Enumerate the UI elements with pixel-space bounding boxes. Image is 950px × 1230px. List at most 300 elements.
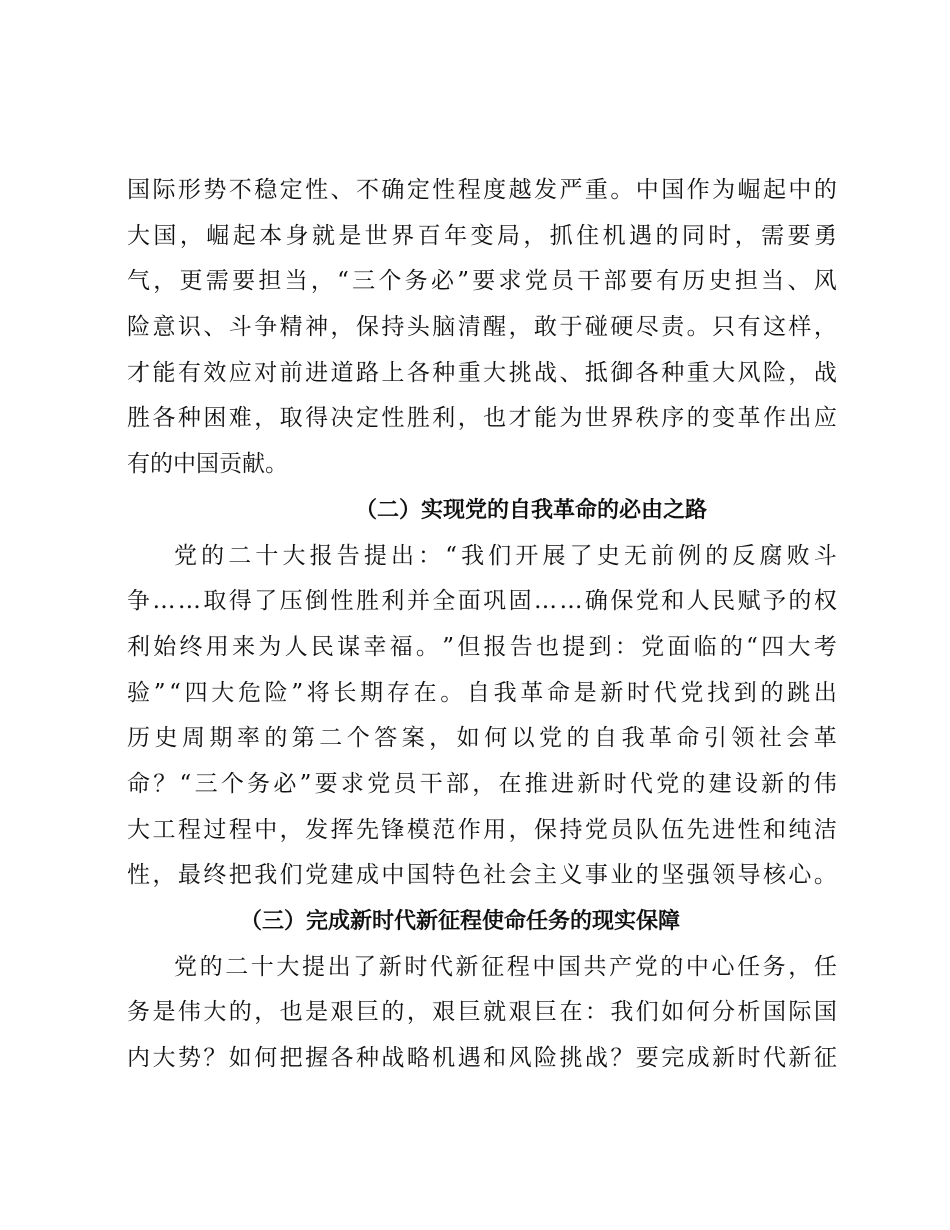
- text-char: 争: [254, 314, 278, 341]
- text-char: 遇: [457, 1045, 481, 1072]
- text-char: ”: [457, 268, 469, 295]
- text-char: 把: [279, 1045, 303, 1072]
- text-char: …: [534, 588, 557, 615]
- text-char: 领: [731, 725, 755, 752]
- text-char: 有: [737, 314, 761, 341]
- text-char: 推: [524, 770, 548, 797]
- text-char: ：: [418, 542, 442, 569]
- text-char: 干: [577, 268, 601, 295]
- text-char: 锋: [381, 816, 405, 843]
- text-char: 不: [228, 177, 252, 203]
- text-char: ”: [291, 679, 304, 706]
- text-char: 以: [511, 725, 535, 752]
- text-char: 是: [305, 999, 329, 1026]
- text-char: 性: [127, 862, 150, 889]
- paragraph-1-line-3: [127, 259, 837, 305]
- text-char: 大: [712, 359, 736, 386]
- text-char: 展: [542, 542, 566, 569]
- text-char: ，: [279, 816, 303, 843]
- text-char: ？: [203, 1045, 227, 1072]
- text-char: 的: [201, 542, 225, 569]
- text-char: 国: [127, 177, 150, 203]
- text-char: 终: [179, 633, 203, 660]
- text-char: 史: [596, 542, 620, 569]
- text-char: 期: [360, 679, 384, 706]
- text-char: 也: [279, 999, 303, 1026]
- text-char: 党: [634, 953, 658, 980]
- text-char: 当: [761, 268, 785, 295]
- text-char: 过: [203, 816, 227, 843]
- text-char: 战: [813, 359, 837, 386]
- text-char: 二: [225, 953, 249, 980]
- text-char: 有: [177, 359, 201, 386]
- text-char: 神: [305, 314, 329, 341]
- text-char: 提: [363, 542, 387, 569]
- text-char: 界: [610, 405, 634, 432]
- text-char: “: [445, 542, 458, 569]
- text-char: 无: [623, 542, 647, 569]
- text-char: …: [152, 588, 176, 615]
- text-char: 是: [338, 222, 362, 249]
- text-char: 新: [378, 953, 402, 980]
- text-char: 当: [284, 268, 308, 295]
- text-char: ，: [788, 359, 812, 386]
- text-char: 利: [127, 633, 150, 660]
- text-char: 在: [498, 770, 522, 797]
- text-char: 的: [682, 770, 706, 797]
- text-char: 际: [788, 999, 812, 1026]
- text-char: ，: [152, 862, 176, 889]
- text-char: 险: [264, 679, 288, 706]
- text-char: 新: [577, 770, 601, 797]
- text-char: 身: [285, 222, 309, 249]
- text-char: 部: [603, 268, 627, 295]
- text-char: 出: [813, 679, 837, 706]
- text-char: 世: [584, 405, 608, 432]
- text-char: 确: [381, 177, 405, 203]
- text-char: 新: [788, 1045, 812, 1072]
- section-heading-3: （三）完成新时代新征程使命任务的现实保障: [240, 908, 681, 934]
- text-char: 斗: [813, 542, 837, 569]
- text-char: 如: [228, 1045, 252, 1072]
- text-char: 时: [627, 679, 651, 706]
- text-char: 答: [374, 725, 398, 752]
- text-char: 大: [152, 1045, 176, 1072]
- text-char: 种: [177, 405, 201, 432]
- text-char: ”: [299, 770, 312, 797]
- text-char: 务: [404, 268, 428, 295]
- text-char: 要: [472, 268, 496, 295]
- text-char: 是: [573, 679, 597, 706]
- text-char: 何: [686, 999, 710, 1026]
- text-char: 能: [534, 405, 557, 432]
- text-char: 干: [419, 770, 443, 797]
- text-char: 心: [788, 862, 812, 889]
- text-char: 取: [203, 588, 227, 615]
- text-char: 革: [520, 679, 544, 706]
- text-char: 了: [569, 542, 593, 569]
- text-char: 担: [258, 268, 282, 295]
- text-char: 色: [457, 862, 481, 889]
- text-char: 的: [566, 725, 590, 752]
- text-char: 程: [457, 177, 481, 203]
- text-char: 报: [309, 542, 333, 569]
- paragraph-1-line-6: [127, 396, 837, 442]
- text-char: 效: [203, 359, 227, 386]
- text-char: 挑: [508, 359, 532, 386]
- text-char: 成: [686, 1045, 710, 1072]
- text-char: ，: [310, 268, 334, 295]
- text-char: 史: [154, 725, 178, 752]
- text-char: 决: [330, 405, 354, 432]
- text-char: 部: [445, 770, 469, 797]
- text-char: 中: [254, 816, 278, 843]
- text-char: 越: [508, 177, 532, 203]
- text-char: 国: [557, 953, 581, 980]
- text-char: 必: [273, 770, 297, 797]
- text-char: 势: [203, 177, 227, 203]
- text-char: 福: [389, 633, 413, 660]
- text-char: 各: [330, 1045, 354, 1072]
- text-char: 崛: [737, 177, 761, 203]
- text-char: 民: [310, 633, 334, 660]
- text-char: 代: [653, 679, 677, 706]
- text-char: 期: [209, 725, 233, 752]
- text-char: 如: [456, 725, 480, 752]
- text-char: 需: [761, 222, 785, 249]
- text-char: 险: [762, 359, 786, 386]
- text-char: 分: [712, 999, 736, 1026]
- text-char: 四: [761, 633, 785, 660]
- text-char: 员: [393, 770, 417, 797]
- text-char: 验: [127, 679, 150, 706]
- text-char: 第: [291, 725, 315, 752]
- text-char: 。: [440, 679, 464, 706]
- text-char: 性: [305, 177, 329, 203]
- text-char: 党: [656, 770, 680, 797]
- text-char: ，: [179, 222, 203, 249]
- paragraph-2-line-6: [127, 762, 837, 808]
- text-char: 略: [406, 1045, 430, 1072]
- text-char: 、: [559, 359, 583, 386]
- text-char: 胜: [406, 405, 430, 432]
- text-char: 求: [340, 770, 364, 797]
- text-char: 道: [330, 359, 354, 386]
- text-char: 引: [703, 725, 727, 752]
- paragraph-3-line-1: [127, 945, 837, 991]
- text-char: 才: [127, 359, 150, 386]
- text-char: 纯: [788, 816, 812, 843]
- text-char: 起: [232, 222, 256, 249]
- section-heading-2: （二）实现党的自我革命的必由之路: [355, 496, 708, 523]
- text-char: 大: [211, 679, 235, 706]
- text-char: 作: [762, 405, 786, 432]
- text-char: 就: [311, 222, 335, 249]
- text-char: 三: [352, 268, 376, 295]
- text-char: 命: [676, 725, 700, 752]
- text-char: 醒: [483, 314, 507, 341]
- text-char: 党: [584, 816, 608, 843]
- text-char: 例: [678, 542, 702, 569]
- text-char: 抵: [584, 359, 608, 386]
- text-char: 定: [355, 405, 379, 432]
- text-char: 大: [203, 999, 227, 1026]
- text-char: 出: [391, 542, 414, 569]
- text-char: 告: [509, 633, 533, 660]
- text-char: 是: [152, 999, 176, 1026]
- text-char: 遇: [629, 222, 653, 249]
- text-char: 我: [461, 542, 485, 569]
- text-char: 把: [228, 862, 252, 889]
- text-char: 坚: [661, 862, 685, 889]
- text-char: 的: [705, 542, 729, 569]
- text-char: 党: [635, 588, 659, 615]
- text-char: 世: [364, 222, 388, 249]
- text-char: 尽: [635, 314, 659, 341]
- text-char: 利: [381, 588, 405, 615]
- text-char: 要: [629, 268, 653, 295]
- text-char: 中: [532, 953, 556, 980]
- text-char: 事: [584, 862, 608, 889]
- text-char: 艰: [432, 999, 456, 1026]
- text-char: 到: [733, 679, 757, 706]
- text-char: 各: [152, 405, 176, 432]
- text-char: 特: [432, 862, 456, 889]
- text-char: 胜: [127, 405, 150, 432]
- text-char: 国: [406, 862, 430, 889]
- text-char: 的: [228, 999, 252, 1026]
- text-char: 前: [651, 542, 675, 569]
- document-body: [127, 168, 837, 1082]
- text-char: 起: [762, 177, 786, 203]
- text-char: 来: [232, 633, 256, 660]
- text-char: 能: [152, 359, 176, 386]
- text-char: 路: [355, 359, 379, 386]
- text-char: 程: [177, 816, 201, 843]
- text-char: 自: [466, 679, 490, 706]
- text-char: 也: [483, 405, 507, 432]
- text-char: 的: [813, 177, 837, 203]
- paragraph-2-line-1: [127, 534, 837, 580]
- text-char: 提: [562, 633, 586, 660]
- paragraph-3-line-2: [127, 990, 837, 1036]
- text-char: 心: [711, 953, 735, 980]
- text-char: 种: [432, 359, 456, 386]
- text-char: 也: [536, 633, 560, 660]
- text-char: 。: [610, 177, 634, 203]
- text-char: 党: [539, 725, 563, 752]
- text-char: 率: [236, 725, 260, 752]
- text-char: 模: [406, 816, 430, 843]
- text-char: 清: [457, 314, 481, 341]
- text-char: ，: [508, 314, 532, 341]
- text-char: 伟: [177, 999, 201, 1026]
- text-char: 新: [712, 1045, 736, 1072]
- text-char: 要: [314, 770, 338, 797]
- text-char: 的: [381, 999, 405, 1026]
- text-char: 程: [228, 816, 252, 843]
- text-char: 战: [534, 359, 557, 386]
- text-char: 个: [220, 770, 244, 797]
- text-char: 年: [444, 222, 468, 249]
- text-char: 社: [758, 725, 782, 752]
- text-char: 前: [279, 359, 303, 386]
- text-char: 队: [635, 816, 659, 843]
- text-char: …: [559, 588, 583, 615]
- paragraph-2-line-3: [127, 625, 837, 671]
- text-char: 员: [551, 268, 575, 295]
- text-char: 我: [254, 862, 278, 889]
- paragraph-2-line-7: [127, 808, 837, 854]
- text-char: ”: [442, 633, 454, 660]
- text-char: 进: [551, 770, 575, 797]
- text-char: 义: [559, 862, 583, 889]
- text-char: 革: [737, 405, 761, 432]
- text-char: 这: [762, 314, 786, 341]
- text-char: 革: [648, 725, 672, 752]
- text-char: “: [746, 633, 758, 660]
- text-char: 建: [330, 862, 354, 889]
- text-char: 巨: [457, 999, 481, 1026]
- text-char: 存: [386, 679, 410, 706]
- text-char: 变: [470, 222, 494, 249]
- text-char: 提: [301, 953, 325, 980]
- text-char: ，: [330, 314, 354, 341]
- text-char: 百: [417, 222, 441, 249]
- text-char: 党: [305, 862, 329, 889]
- text-char: 战: [381, 1045, 405, 1072]
- text-char: 个: [346, 725, 370, 752]
- text-char: 同: [681, 222, 705, 249]
- text-char: 十: [250, 953, 274, 980]
- text-char: 强: [686, 862, 710, 889]
- text-char: 作: [457, 816, 481, 843]
- text-char: 报: [483, 633, 507, 660]
- text-char: 压: [279, 588, 303, 615]
- text-char: 党: [174, 953, 197, 980]
- text-char: 共: [583, 953, 607, 980]
- text-char: 时: [708, 222, 732, 249]
- text-char: ，: [788, 953, 812, 980]
- text-char: 任: [813, 953, 837, 980]
- text-char: 伍: [661, 816, 685, 843]
- text-char: 历: [682, 268, 706, 295]
- text-char: 洁: [813, 816, 837, 843]
- text-char: 确: [584, 588, 608, 615]
- text-char: 敢: [534, 314, 557, 341]
- text-char: 际: [152, 177, 176, 203]
- text-char: “: [337, 268, 349, 295]
- text-char: 巩: [483, 588, 507, 615]
- text-char: 了: [353, 953, 377, 980]
- text-char: 新: [761, 770, 785, 797]
- text-char: 何: [254, 1045, 278, 1072]
- text-char: 最: [177, 862, 201, 889]
- text-char: 风: [737, 359, 761, 386]
- text-char: 任: [737, 953, 761, 980]
- text-char: 中: [788, 177, 812, 203]
- text-char: 勇: [813, 222, 837, 249]
- text-char: 求: [498, 268, 522, 295]
- paragraph-1-line-4: [127, 305, 837, 351]
- text-char: ？: [153, 770, 177, 797]
- text-char: 败: [786, 542, 810, 569]
- text-char: 难: [228, 405, 252, 432]
- text-char: 出: [788, 405, 812, 432]
- text-char: 的: [760, 679, 784, 706]
- text-char: 崛: [206, 222, 230, 249]
- text-char: 务: [127, 999, 150, 1026]
- text-char: 主: [534, 862, 557, 889]
- text-char: 斗: [228, 314, 252, 341]
- text-char: 战: [584, 1045, 608, 1072]
- text-char: 始: [153, 633, 177, 660]
- text-char: 大: [787, 633, 811, 660]
- text-char: ，: [429, 725, 453, 752]
- text-char: 面: [457, 588, 481, 615]
- text-char: 将: [306, 679, 330, 706]
- text-char: 得: [305, 405, 329, 432]
- text-char: 国: [661, 177, 685, 203]
- text-char: 中: [635, 177, 659, 203]
- text-char: 应: [813, 405, 837, 432]
- text-char: 种: [661, 359, 685, 386]
- text-char: 领: [712, 862, 736, 889]
- text-char: 和: [661, 588, 685, 615]
- text-char: 风: [813, 268, 837, 295]
- text-char: 开: [515, 542, 539, 569]
- text-char: 终: [203, 862, 227, 889]
- text-char: 时: [603, 770, 627, 797]
- text-char: 性: [381, 405, 405, 432]
- paragraph-2-line-5: [127, 716, 837, 762]
- text-char: 。: [813, 862, 837, 889]
- text-char: 时: [737, 1045, 761, 1072]
- text-char: 案: [401, 725, 425, 752]
- text-char: 十: [255, 542, 279, 569]
- paragraph-3-line-3: [127, 1036, 837, 1082]
- text-char: 用: [483, 816, 507, 843]
- text-char: 艰: [508, 999, 532, 1026]
- text-char: 赋: [737, 588, 761, 615]
- text-char: 序: [661, 405, 685, 432]
- text-char: 界: [391, 222, 415, 249]
- text-char: 就: [483, 999, 507, 1026]
- text-char: 严: [559, 177, 583, 203]
- text-char: 脑: [432, 314, 456, 341]
- text-char: 史: [708, 268, 732, 295]
- text-char: 各: [635, 359, 659, 386]
- text-char: ，: [254, 999, 278, 1026]
- text-char: 们: [635, 999, 659, 1026]
- text-char: 在: [559, 999, 583, 1026]
- text-char: 、: [330, 177, 354, 203]
- text-char: 程: [506, 953, 530, 980]
- text-char: 国: [762, 999, 786, 1026]
- text-char: 如: [661, 999, 685, 1026]
- text-char: 意: [152, 314, 176, 341]
- text-char: 性: [330, 588, 354, 615]
- text-char: 告: [336, 542, 360, 569]
- text-char: 反: [732, 542, 756, 569]
- text-char: 成: [355, 862, 379, 889]
- text-char: 自: [593, 725, 617, 752]
- text-char: 二: [319, 725, 343, 752]
- text-char: 命: [546, 679, 570, 706]
- text-char: 艰: [330, 999, 354, 1026]
- text-char: 的: [787, 770, 811, 797]
- text-char: 谋: [337, 633, 361, 660]
